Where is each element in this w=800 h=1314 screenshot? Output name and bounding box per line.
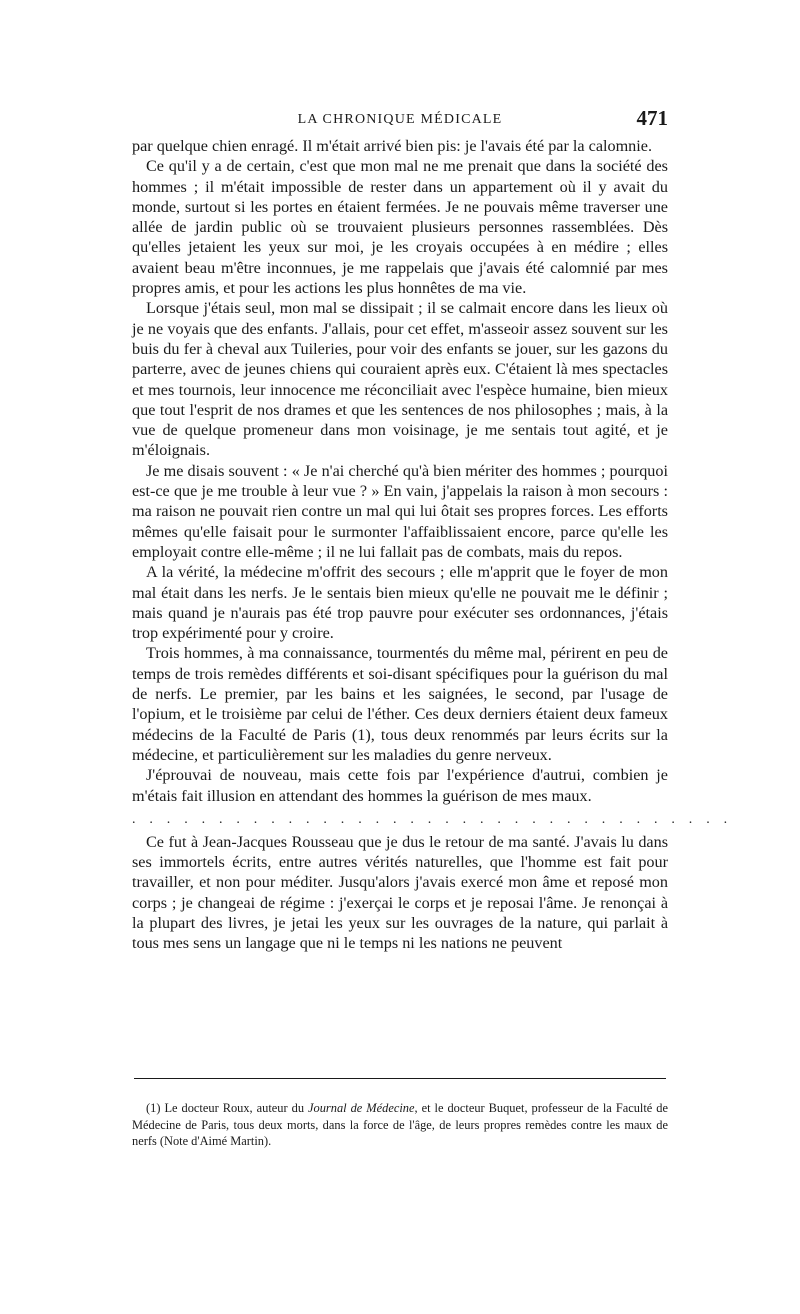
paragraph: Je me disais souvent : « Je n'ai cherché qu'à bien mériter des hommes ; pourquoi est-ce que je me trouble à leur vue ? » En vain, j'appelais la raison à mon secours : ma raison ne pouvait rien contre un mal qui lui ôtait ses propres forces. Les efforts mêmes qu'elle faisait pour le surmonter l'affaiblissaient encore, parce qu'elle les employait contre elle-même ; il ne lui fallait pas de combats, mais du repos.	[132, 461, 668, 561]
paragraph: Lorsque j'étais seul, mon mal se dissipait ; il se calmait encore dans les lieux où je ne voyais que des enfants. J'allais, pour cet effet, m'asseoir assez souvent sur les buis du fer à cheval aux Tuileries, pour voir des enfants se jouer, sur les gazons du parterre, avec de jeunes chiens qui couraient après eux. C'étaient là mes spectacles et mes tournois, leur innocence me réconciliait avec l'espèce humaine, bien mieux que tout l'esprit de nos drames et que les sentences de nos philosophes ; mais, à la vue de quelque promeneur dans mon voisinage, je me sentais tout agité, et je m'éloignais.	[132, 299, 668, 460]
page-header	[132, 106, 668, 136]
footnote-text-before: Le docteur Roux, auteur du	[160, 1101, 309, 1115]
footnote-text-after: , et le docteur Buquet, professeur de la Faculté de Médecine de Paris, tous deux morts, dans la force de l'âge, de leurs propres remèdes contre les maux de nerfs (Note d'Aimé Martin).	[132, 1101, 668, 1148]
ellipsis-separator: . . . . . . . . . . . . . . . . . . . . . . . . . . . . . . . . . . .	[132, 811, 733, 827]
paragraph: par quelque chien enragé. Il m'était arrivé bien pis: je l'avais été par la calomnie.	[132, 137, 653, 155]
footnote	[132, 1100, 668, 1150]
paragraph: J'éprouvai de nouveau, mais cette fois par l'expérience d'autrui, combien je m'étais fait illusion en attendant des hommes la guérison de mes maux.	[132, 766, 668, 805]
running-title: LA CHRONIQUE MÉDICALE	[297, 112, 503, 127]
paragraph: A la vérité, la médecine m'offrit des secours ; elle m'apprit que le foyer de mon mal était dans les nerfs. Je le sentais bien mieux qu'elle ne pouvait me le définir ; mais quand je n'aurais pas été trop pauvre pour exécuter ses ordonnances, j'étais trop expérimenté pour y croire.	[132, 563, 668, 643]
paragraph: Ce fut à Jean-Jacques Rousseau que je dus le retour de ma santé. J'avais lu dans ses immortels écrits, entre autres vérités naturelles, que l'homme est fait pour travailler, et non pour méditer. Jusqu'alors j'avais exercé mon âme et reposé mon corps ; je changeai de régime : j'exerçai le corps et je reposai l'âme. Je renonçai à la plupart des livres, je jetai les yeux sur les ouvrages de la nature, qui parlait à tous mes sens un langage que ni le temps ni les nations ne peuvent	[132, 832, 668, 953]
paragraph: Trois hommes, à ma connaissance, tourmentés du même mal, périrent en peu de temps de trois remèdes différents et soi-disant spécifiques pour la guérison du mal de nerfs. Le premier, par les bains et les saignées, le second, par l'usage de l'opium, et le troisième par celui de l'éther. Ces deux derniers étaient deux fameux médecins de la Faculté de Paris (1), tous deux renommés par leurs écrits sur la médecine, et particulièrement sur les maladies du genre nerveux.	[132, 644, 668, 764]
page-number: 471	[636, 106, 668, 130]
footnote-rule	[134, 1078, 666, 1079]
footnote-marker: (1)	[146, 1101, 161, 1115]
paragraph: Ce qu'il y a de certain, c'est que mon mal ne me prenait que dans la société des hommes ; il m'était impossible de rester dans un appartement où il y avait du monde, surtout si les portes en étaient fermées. Je ne pouvais même traverser une allée de jardin public où se trouvaient plusieurs personnes rassemblées. Dès qu'elles jetaient les yeux sur moi, je les croyais occupées à en médire ; elles avaient beau m'être inconnues, je me rappelais que j'avais été calomnié par mes propres amis, et pour les actions les plus honnêtes de ma vie.	[132, 157, 668, 298]
footnote-journal-title: Journal de Médecine	[308, 1101, 415, 1115]
body-text	[132, 136, 733, 954]
